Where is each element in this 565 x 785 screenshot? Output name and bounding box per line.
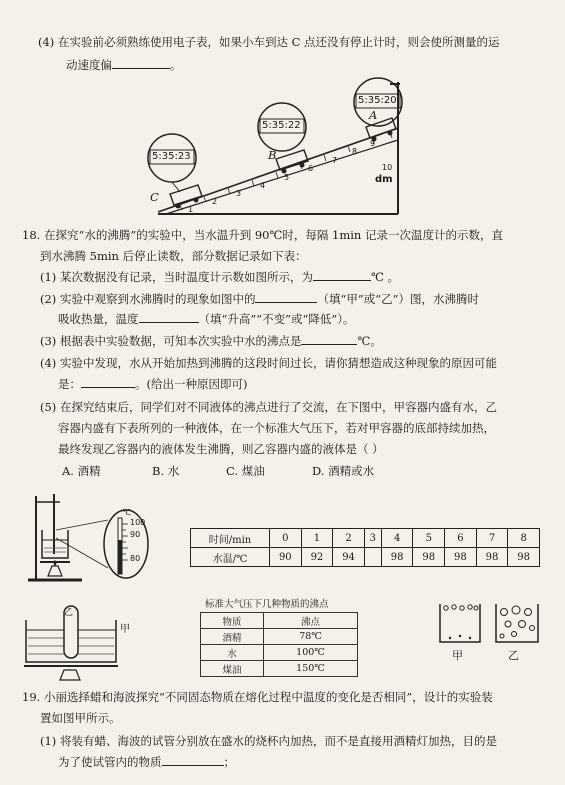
option-a[interactable]: A. 酒精: [62, 464, 101, 478]
bp-header-substance: 物质: [201, 613, 264, 629]
ruler-tick-5: 5: [284, 173, 290, 182]
temp-cell: 98: [413, 548, 445, 567]
bp-substance: 水: [201, 645, 264, 661]
thermo-tick-80: 80: [130, 554, 141, 563]
tube-label-yi: 乙: [64, 608, 74, 618]
ruler-tick-8: 8: [352, 147, 358, 156]
q17-4-line1: (4) 在实验前必须熟练使用电子表，如果小车到达 C 点还没有停止计时，则会使所测量的运: [38, 35, 500, 49]
beaker-label-jia: 甲: [120, 624, 130, 635]
temp-cell: 92: [301, 548, 333, 567]
beaker-label-yi-2: 乙: [508, 649, 519, 662]
time-cell: 2: [333, 529, 365, 548]
water-bath-figure: [20, 602, 140, 682]
data-table-row-time: [191, 529, 540, 548]
bp-value: 78℃: [264, 629, 358, 645]
timer-b-text: 5:35:22: [262, 120, 301, 131]
ruler-tick-7: 7: [332, 156, 338, 165]
q18-part4-line1: (4) 实验中发现，水从开始加热到沸腾的这段时间过长，请你猜想造成这种现象的原因可能: [40, 356, 497, 370]
temp-cell-missing[interactable]: [364, 548, 381, 567]
bp-value: 150℃: [264, 661, 358, 677]
q17-4-line2-pre: 动速度偏: [66, 58, 112, 72]
option-c[interactable]: C. 煤油: [226, 464, 265, 478]
q19-stem-line2: 置如图甲所示。: [40, 711, 121, 725]
q18-part5-line2: 容器内盛有下表所列的一种液体，在一个标准大气压下，若对甲容器的底部持续加热，: [58, 421, 495, 435]
thermo-unit: ℃: [122, 508, 131, 517]
ruler-tick-2: 2: [212, 197, 218, 206]
time-cell: 4: [381, 529, 413, 548]
temp-cell: 98: [508, 548, 540, 567]
beaker-label-jia-2: 甲: [452, 649, 463, 662]
option-b[interactable]: B. 水: [152, 464, 180, 478]
temp-cell: 90: [270, 548, 302, 567]
beaker-jia-icon: [440, 604, 480, 642]
point-c-label: C: [150, 190, 159, 204]
time-cell: 5: [413, 529, 445, 548]
time-cell: 7: [476, 529, 508, 548]
bp-header-bp: 沸点: [264, 613, 358, 629]
q18-stem-line2: 到水沸腾 5min 后停止读数，部分数据记录如下表：: [40, 249, 307, 263]
q19-1-answer-blank[interactable]: [162, 765, 224, 766]
q19-part1-line1: (1) 将装有蜡、海波的试管分别放在盛水的烧杯内加热，而不是直接用酒精灯加热，目的是: [40, 734, 497, 748]
q18-2b-answer-blank[interactable]: [139, 322, 199, 323]
timer-a-text: 5:35:20: [358, 95, 397, 106]
q18-part3: (3) 根据表中实验数据，可知本次实验中水的沸点是 ℃。: [40, 334, 382, 348]
ramp-figure: [0, 0, 565, 230]
time-cell: 1: [301, 529, 333, 548]
ruler-tick-6: 6: [308, 164, 314, 173]
beaker-yi-icon: [496, 604, 538, 642]
point-a-label: A: [369, 108, 378, 122]
time-cell: 3: [364, 529, 381, 548]
ruler-tick-4: 4: [260, 181, 266, 190]
point-b-label: B: [268, 148, 277, 162]
q18-3-answer-blank[interactable]: [301, 344, 357, 345]
data-table-row-temp: [191, 548, 540, 567]
q18-part4-line2: 是： 。(给出一种原因即可): [58, 377, 248, 391]
thermo-tick-90: 90: [130, 530, 141, 539]
ruler-tick-1: 1: [188, 205, 194, 214]
time-cell: 8: [508, 529, 540, 548]
timer-c-text: 5:35:23: [152, 151, 191, 162]
q18-1-answer-blank[interactable]: [313, 280, 371, 281]
ruler-unit: dm: [375, 174, 393, 185]
ruler-tick-3: 3: [236, 189, 242, 198]
temp-cell: 94: [333, 548, 365, 567]
q18-part5-line3: 最终发现乙容器内的液体发生沸腾，则乙容器内盛的液体是（ ）: [58, 442, 384, 456]
bp-table-title: 标准大气压下几种物质的沸点: [205, 599, 329, 610]
temp-cell: 98: [381, 548, 413, 567]
bp-value: 100℃: [264, 645, 358, 661]
boiling-apparatus-figure: [22, 488, 202, 608]
q19-part1-line2: 为了使试管内的物质 ；: [58, 755, 235, 769]
q18-2a-answer-blank[interactable]: [255, 302, 317, 303]
row-label-time: 时间/min: [191, 529, 270, 548]
cart-c-icon: [170, 185, 202, 209]
time-cell: 6: [445, 529, 477, 548]
thermo-tick-100: 100: [130, 518, 146, 527]
time-cell: 0: [270, 529, 302, 548]
row-label-temp: 水温/℃: [191, 548, 270, 567]
q18-part2-line1: (2) 实验中观察到水沸腾时的现象如图中的 （填“甲”或“乙”）图，水沸腾时: [40, 292, 479, 306]
boiling-point-table: [200, 612, 358, 677]
q18-part2-line2: 吸收热量，温度 （填“升高”“不变”或“降低”）。: [58, 312, 355, 326]
ruler-tick-9: 9: [370, 139, 376, 148]
temp-cell: 98: [476, 548, 508, 567]
q18-stem-line1: 18. 在探究“水的沸腾”的实验中，当水温升到 90℃时，每隔 1min 记录一次温度计的示数，直: [22, 228, 503, 242]
q18-4-answer-blank[interactable]: [81, 387, 135, 388]
data-table: [190, 528, 540, 567]
q19-stem-line1: 19. 小丽选择蜡和海波探究“不同固态物质在熔化过程中温度的变化是否相同”，设计的实验装: [22, 690, 493, 704]
temp-cell: 98: [445, 548, 477, 567]
bp-substance: 酒精: [201, 629, 264, 645]
ruler-tick-10: 10: [382, 163, 393, 172]
bp-substance: 煤油: [201, 661, 264, 677]
option-d[interactable]: D. 酒精或水: [312, 464, 375, 478]
q17-4-line2-post: 。: [170, 58, 182, 72]
q18-part1: (1) 某次数据没有记录，当时温度计示数如图所示，为 ℃ 。: [40, 270, 399, 284]
q18-part5-line1: (5) 在探究结束后，同学们对不同液体的沸点进行了交流，在下图中，甲容器内盛有水，乙: [40, 400, 497, 414]
